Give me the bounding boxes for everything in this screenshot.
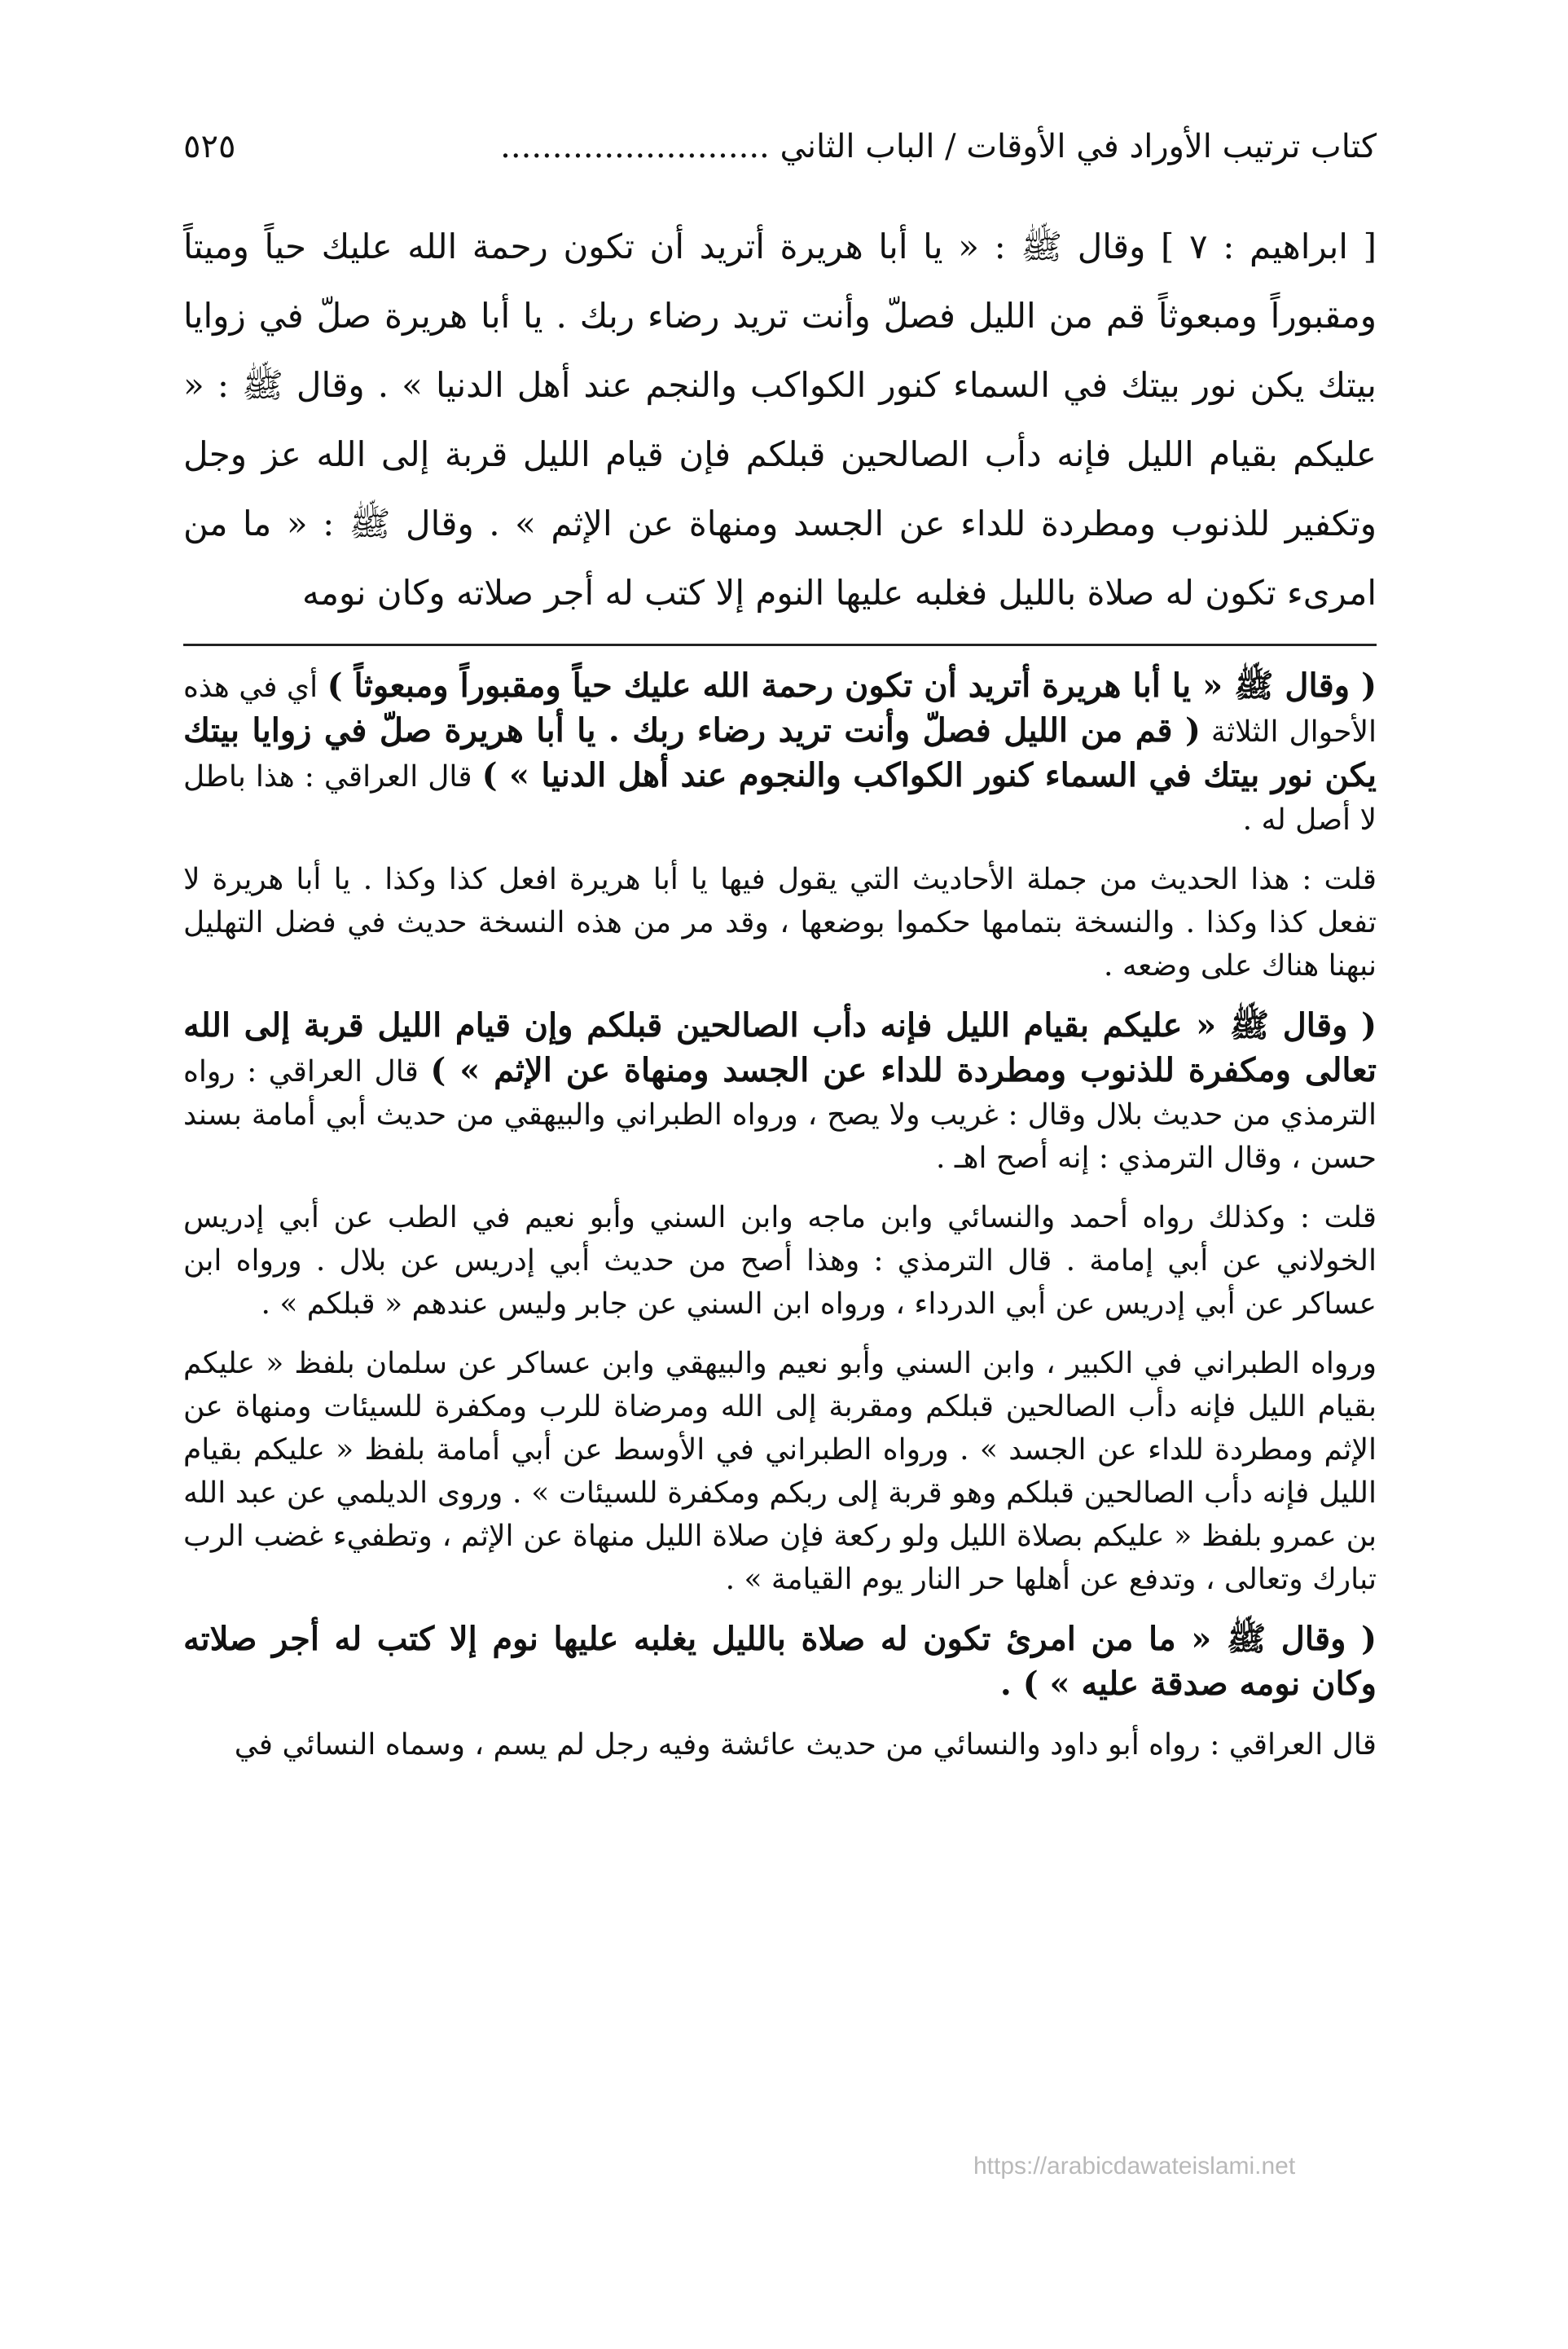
commentary-paragraph xyxy=(183,664,1377,842)
page-header xyxy=(183,122,1377,179)
commentary-paragraph: قال العراقي : رواه أبو داود والنسائي من حديث عائشة وفيه رجل لم يسم ، وسماه النسائي في xyxy=(234,1728,1377,1762)
divider-rule xyxy=(183,644,1377,646)
commentary-text: أي في هذه الأحوال الثلاثة xyxy=(183,671,1377,749)
commentary-text: قال العراقي : رواه الترمذي من حديث بلال وقال : غريب ولا يصح ، ورواه الطبراني والبيهقي من حديث أبي أمامة بسند حسن ، وقال الترمذي : إنه أصح اهـ . xyxy=(183,1055,1377,1175)
running-title: كتاب ترتيب الأوراد في الأوقات / الباب الثاني .......................... xyxy=(500,128,1377,165)
commentary xyxy=(183,664,1377,1766)
page-number: ٥٢٥ xyxy=(183,128,236,165)
quoted-hadith: ( وقال ﷺ « عليكم بقيام الليل فإنه دأب الصالحين قبلكم وإن قيام الليل قربة إلى الله تعالى ومكفرة للذنوب ومطردة للداء عن الجسد ومنهاة عن الإثم » ) xyxy=(183,1006,1377,1089)
commentary-text: قال العراقي : هذا باطل لا أصل له . xyxy=(183,760,1377,837)
commentary-paragraph: ورواه الطبراني في الكبير ، وابن السني وأبو نعيم والبيهقي وابن عساكر عن سلمان بلفظ « عليكم بقيام الليل فإنه دأب الصالحين قبلكم ومقربة إلى الله ومرضاة للرب ومكفرة للسيئات ومنهاة عن الإثم ومطردة للداء عن الجسد » . ورواه الطبراني في الأوسط عن أبي أمامة بلفظ « عليكم بقيام الليل فإنه دأب الصالحين قبلكم وهو قربة إلى ربكم ومكفرة للسيئات » . وروى الديلمي عن عبد الله بن عمرو بلفظ « عليكم بصلاة الليل ولو ركعة فإن صلاة الليل منهاة عن الإثم ، وتطفيء غضب الرب تبارك وتعالى ، وتدفع عن أهلها حر النار يوم القيامة » . xyxy=(183,1347,1377,1596)
commentary-paragraph xyxy=(183,1004,1377,1180)
commentary-paragraph: قلت : هذا الحديث من جملة الأحاديث التي يقول فيها يا أبا هريرة افعل كذا وكذا . يا أبا هريرة لا تفعل كذا وكذا . والنسخة بتمامها حكموا بوضعها ، وقد مر من هذه النسخة حديث في فضل التهليل نبهنا هناك على وضعه . xyxy=(183,863,1377,983)
quoted-hadith: ( قم من الليل فصلّ وأنت تريد رضاء ربك . يا أبا هريرة صلّ في زوايا بيتك يكن نور بيتك في السماء كنور الكواكب والنجوم عند أهل الدنيا » ) xyxy=(183,711,1377,794)
quoted-hadith: ( وقال ﷺ « ما من امرئ تكون له صلاة بالليل يغلبه عليها نوم إلا كتب له أجر صلاته وكان نومه صدقة عليه » ) . xyxy=(183,1620,1377,1703)
quoted-hadith: ( وقال ﷺ « يا أبا هريرة أتريد أن تكون رحمة الله عليك حياً ومقبوراً ومبعوثاً ) xyxy=(327,666,1377,705)
main-text: [ ابراهيم : ٧ ] وقال ﷺ : « يا أبا هريرة أتريد أن تكون رحمة الله عليك حياً وميتاً ومقبوراً ومبعوثاً قم من الليل فصلّ وأنت تريد رضاء ربك . يا أبا هريرة صلّ في زوايا بيتك يكن نور بيتك في السماء كنور الكواكب والنجم عند أهل الدنيا » . وقال ﷺ : « عليكم بقيام الليل فإنه دأب الصالحين قبلكم فإن قيام الليل قربة إلى الله عز وجل وتكفير للذنوب ومطردة للداء عن الجسد ومنهاة عن الإثم » . وقال ﷺ : « ما من امرىء تكون له صلاة بالليل فغلبه عليها النوم إلا كتب له أجر صلاته وكان نومه xyxy=(183,227,1377,613)
watermark-url: https://arabicdawateislami.net xyxy=(973,2153,1296,2180)
commentary-paragraph xyxy=(183,1617,1377,1707)
commentary-paragraph: قلت : وكذلك رواه أحمد والنسائي وابن ماجه وابن السني وأبو نعيم في الطب عن أبي إدريس الخولاني عن أبي إمامة . قال الترمذي : وهذا أصح من حديث أبي إدريس عن بلال . ورواه ابن عساكر عن أبي إدريس عن أبي الدرداء ، ورواه ابن السني عن جابر وليس عندهم « قبلكم » . xyxy=(183,1201,1377,1321)
